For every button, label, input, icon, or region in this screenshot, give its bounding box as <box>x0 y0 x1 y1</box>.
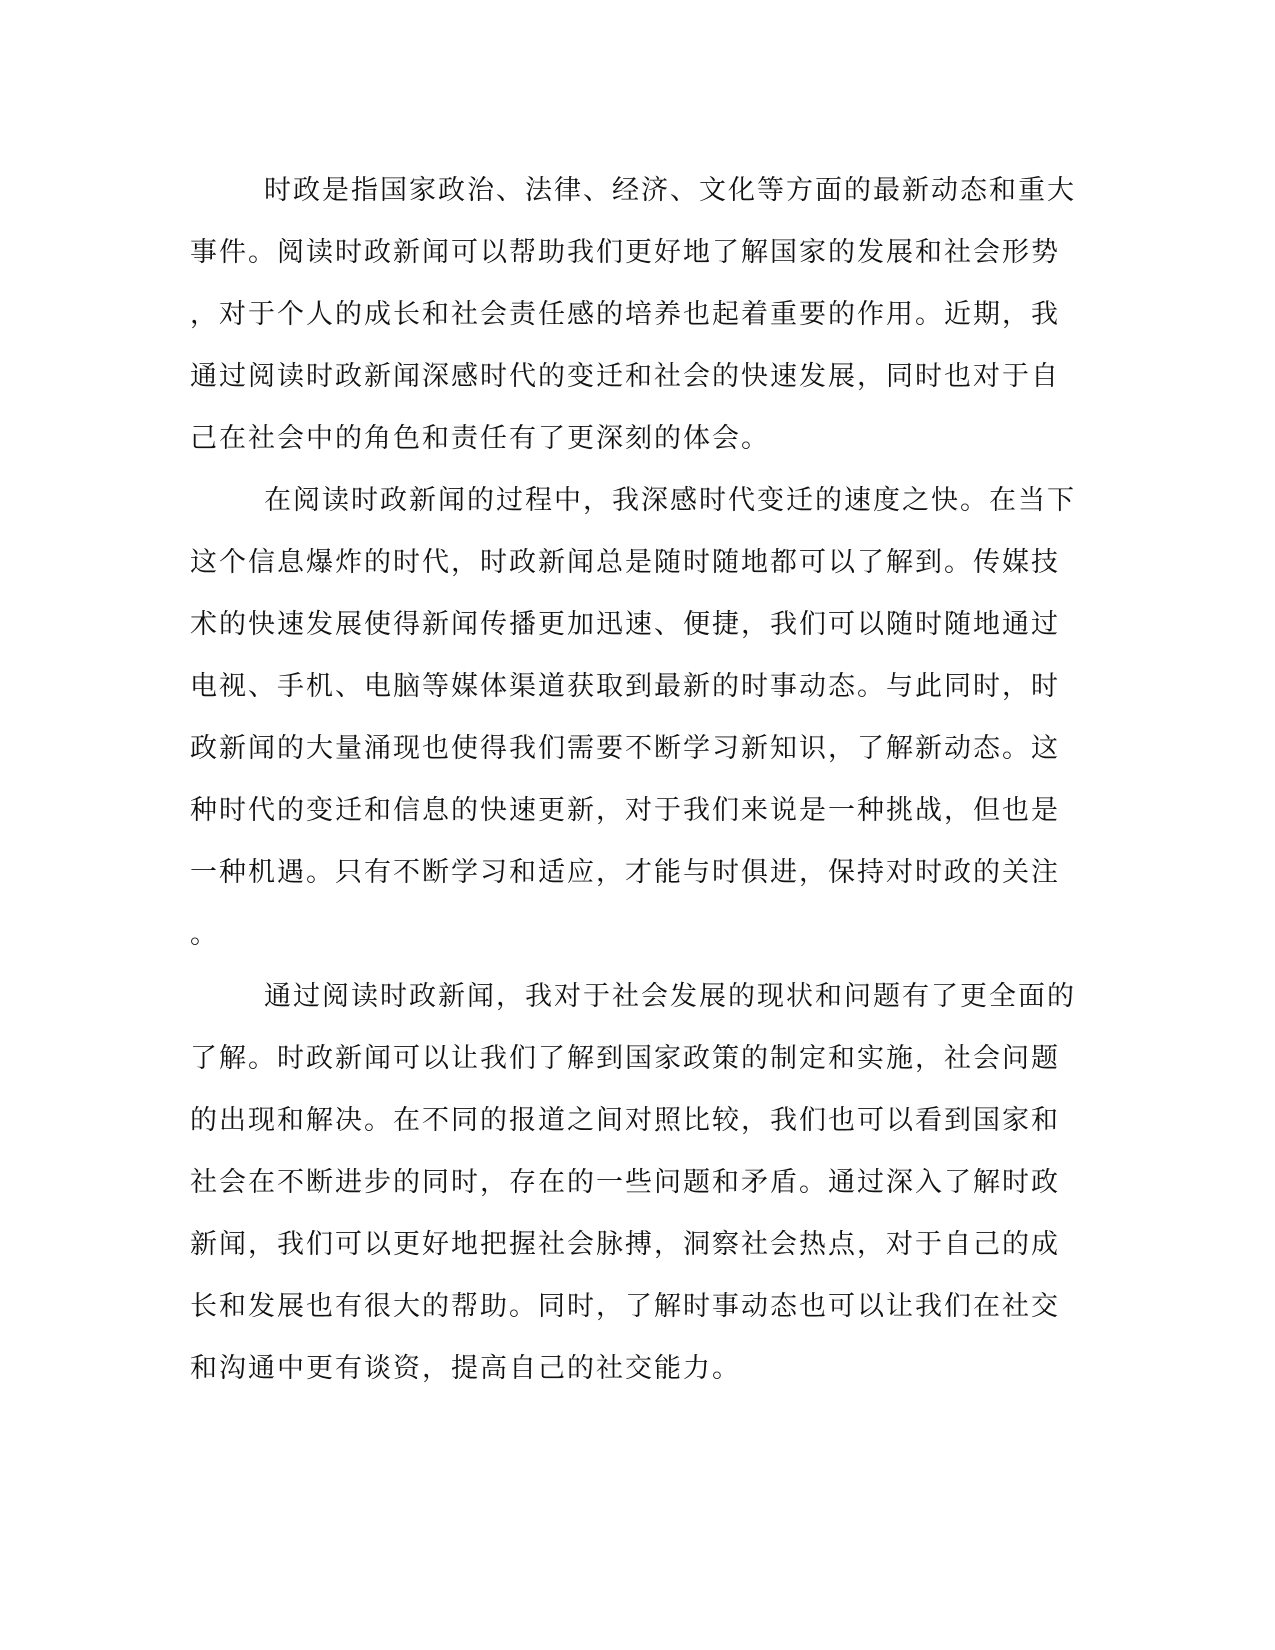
paragraph-1 <box>190 160 1075 470</box>
paragraph-1-line-3: ，对于个人的成长和社会责任感的培养也起着重要的作用。近期，我 <box>190 299 1060 330</box>
paragraph-2-line-4: 电视、手机、电脑等媒体渠道获取到最新的时事动态。与此同时，时 <box>190 671 1060 702</box>
paragraph-3-line-6: 长和发展也有很大的帮助。同时，了解时事动态也可以让我们在社交 <box>190 1291 1060 1322</box>
paragraph-3-line-5: 新闻，我们可以更好地把握社会脉搏，洞察社会热点，对于自己的成 <box>190 1229 1060 1260</box>
paragraph-2 <box>190 470 1075 966</box>
paragraph-1-line-4: 通过阅读时政新闻深感时代的变迁和社会的快速发展，同时也对于自 <box>190 361 1060 392</box>
paragraph-2-line-6: 种时代的变迁和信息的快速更新，对于我们来说是一种挑战，但也是 <box>190 795 1060 826</box>
paragraph-1-line-5: 己在社会中的角色和责任有了更深刻的体会。 <box>190 423 770 454</box>
paragraph-3 <box>190 966 1075 1400</box>
paragraph-1-line-2: 事件。阅读时政新闻可以帮助我们更好地了解国家的发展和社会形势 <box>190 237 1060 268</box>
paragraph-2-line-5: 政新闻的大量涌现也使得我们需要不断学习新知识，了解新动态。这 <box>190 733 1060 764</box>
paragraph-2-line-2: 这个信息爆炸的时代，时政新闻总是随时随地都可以了解到。传媒技 <box>190 547 1060 578</box>
paragraph-3-line-7: 和沟通中更有谈资，提高自己的社交能力。 <box>190 1353 741 1384</box>
paragraph-2-line-7: 一种机遇。只有不断学习和适应，才能与时俱进，保持对时政的关注 <box>190 857 1060 888</box>
paragraph-3-line-1: 通过阅读时政新闻，我对于社会发展的现状和问题有了更全面的 <box>264 981 1076 1012</box>
paragraph-1-line-1: 时政是指国家政治、法律、经济、文化等方面的最新动态和重大 <box>264 175 1076 206</box>
paragraph-3-line-3: 的出现和解决。在不同的报道之间对照比较，我们也可以看到国家和 <box>190 1105 1060 1136</box>
paragraph-2-line-1: 在阅读时政新闻的过程中，我深感时代变迁的速度之快。在当下 <box>264 485 1076 516</box>
paragraph-2-line-3: 术的快速发展使得新闻传播更加迅速、便捷，我们可以随时随地通过 <box>190 609 1060 640</box>
paragraph-2-line-8: 。 <box>190 919 219 950</box>
paragraph-3-line-2: 了解。时政新闻可以让我们了解到国家政策的制定和实施，社会问题 <box>190 1043 1060 1074</box>
document-body <box>190 160 1075 1400</box>
paragraph-3-line-4: 社会在不断进步的同时，存在的一些问题和矛盾。通过深入了解时政 <box>190 1167 1060 1198</box>
